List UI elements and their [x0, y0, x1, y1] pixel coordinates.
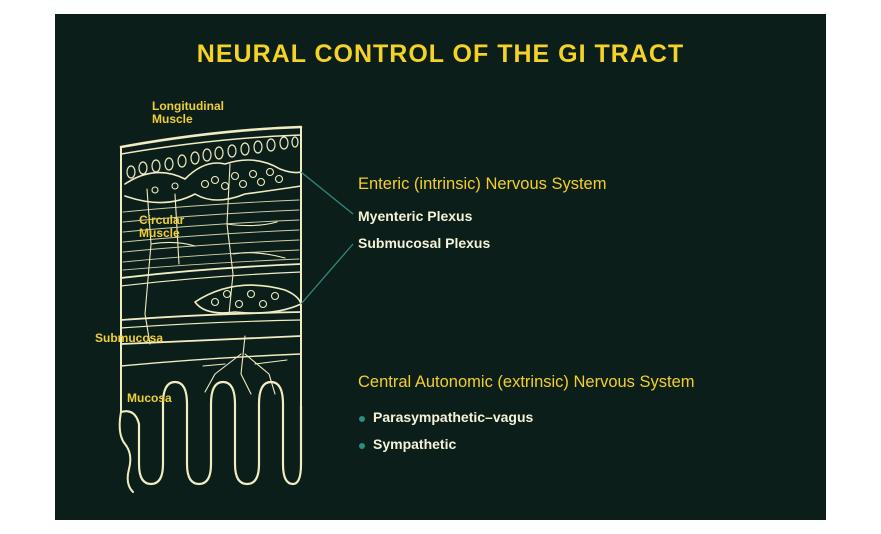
mucosa-left-villus: [120, 412, 133, 492]
bullet-icon: [359, 443, 365, 449]
sympathetic-label: Sympathetic: [373, 436, 457, 452]
submucosal-plexus-outline: [195, 285, 301, 313]
label-submucosa: Submucosa: [95, 331, 164, 345]
label-circular-muscle: Circular Muscle: [139, 213, 185, 240]
submucosal-plexus-label: Submucosal Plexus: [358, 235, 491, 251]
enteric-heading: Enteric (intrinsic) Nervous System: [358, 175, 607, 193]
connector-myenteric: [301, 172, 353, 214]
bullet-icon: [359, 416, 365, 422]
submucosa-upper-line: [121, 312, 301, 320]
connector-submucosal: [301, 244, 353, 304]
label-mucosa: Mucosa: [127, 391, 172, 405]
central-heading: Central Autonomic (extrinsic) Nervous System: [358, 373, 695, 391]
myenteric-plexus-outline: [125, 160, 301, 184]
label-longitudinal-muscle: Longitudinal Muscle: [152, 99, 224, 126]
connector-lines: [301, 172, 353, 304]
slide-title: NEURAL CONTROL OF THE GI TRACT: [196, 40, 685, 68]
serosa-line-inner: [121, 135, 301, 154]
myenteric-ganglion-cells: [152, 169, 283, 194]
myenteric-plexus-label: Myenteric Plexus: [358, 208, 473, 224]
parasympathetic-label: Parasympathetic–vagus: [373, 409, 534, 425]
slide: [55, 14, 826, 520]
submucosal-ganglion-cells: [212, 291, 279, 308]
longitudinal-muscle-cells: [127, 137, 298, 178]
